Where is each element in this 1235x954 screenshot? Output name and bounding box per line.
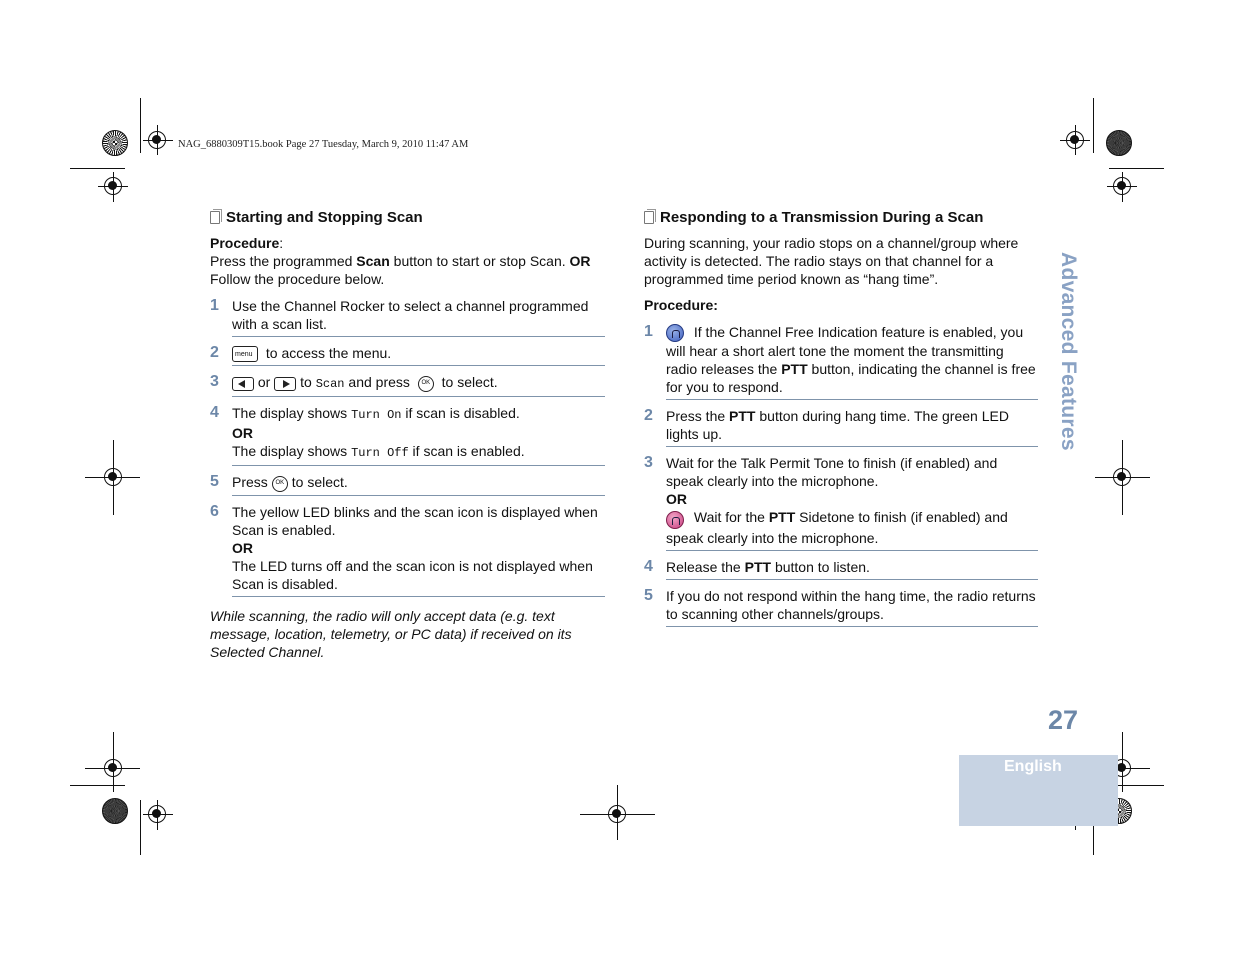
left-intro: Press the programmed Scan button to start or stop Scan. OR bbox=[210, 253, 591, 269]
right-column bbox=[644, 209, 1038, 627]
right-arrow-key-icon bbox=[274, 377, 296, 391]
left-step-5: 5 Press OK to select. bbox=[232, 466, 605, 495]
left-intro-line2: Follow the procedure below. bbox=[210, 271, 385, 287]
right-title-text: Responding to a Transmission During a Scan bbox=[660, 209, 984, 226]
left-arrow-key-icon bbox=[232, 377, 254, 391]
section-page-icon bbox=[210, 211, 220, 224]
right-step-1: 1 If the Channel Free Indication feature is enabled, you will hear a short alert tone the moment the transmitting radio releases the PTT button, indicating the channel is free for you to respond. bbox=[666, 323, 1038, 400]
language-tab-label: English bbox=[1004, 758, 1062, 775]
left-procedure-label: Procedure: bbox=[210, 235, 284, 251]
left-title-text: Starting and Stopping Scan bbox=[226, 209, 423, 226]
left-step-6: 6 The yellow LED blinks and the scan icon is displayed when Scan is enabled. OR The LED turns off and the scan icon is not displayed when Scan is disabled. bbox=[232, 496, 605, 597]
channel-free-icon bbox=[666, 324, 684, 342]
scan-note: While scanning, the radio will only accept data (e.g. text message, location, telemetry, or PC data) if received on its Selected Channel. bbox=[210, 607, 572, 660]
left-section-title bbox=[210, 209, 605, 226]
ok-key-icon: OK bbox=[272, 476, 288, 492]
page-number: 27 bbox=[1048, 705, 1079, 735]
right-step-4: 4 Release the PTT button to listen. bbox=[666, 551, 1038, 580]
side-tab-advanced-features: Advanced Features bbox=[1057, 252, 1080, 451]
ptt-sidetone-icon bbox=[666, 511, 684, 529]
left-step-2: 2 menu to access the menu. bbox=[232, 337, 605, 366]
left-step-1: 1 Use the Channel Rocker to select a channel programmed with a scan list. bbox=[232, 297, 605, 337]
right-step-5: 5 If you do not respond within the hang time, the radio returns to scanning other channels/groups. bbox=[666, 580, 1038, 627]
right-step-3: 3 Wait for the Talk Permit Tone to finish (if enabled) and speak clearly into the microphone. OR Wait for the PTT Sidetone to finish (if enabled) and speak clearly into the microphone. bbox=[666, 447, 1038, 551]
right-section-title bbox=[644, 209, 1038, 226]
right-step-2: 2 Press the PTT button during hang time. The green LED lights up. bbox=[666, 400, 1038, 447]
left-step-3: 3 or to Scan and press OK to select. bbox=[232, 366, 605, 397]
left-steps bbox=[210, 297, 605, 597]
right-procedure-label: Procedure: bbox=[644, 297, 718, 313]
ok-key-icon: OK bbox=[418, 376, 434, 392]
section-page-icon bbox=[644, 211, 654, 224]
right-steps bbox=[644, 323, 1038, 627]
book-header-line: NAG_6880309T15.book Page 27 Tuesday, March 9, 2010 11:47 AM bbox=[178, 139, 469, 150]
right-intro: During scanning, your radio stops on a channel/group where activity is detected. The radio stays on that channel for a programmed time period known as “hang time”. bbox=[644, 235, 1019, 287]
left-step-4: 4 The display shows Turn On if scan is disabled. OR The display shows Turn Off if scan is enabled. bbox=[232, 397, 605, 466]
left-column bbox=[210, 209, 605, 661]
menu-key-icon: menu bbox=[232, 346, 258, 362]
